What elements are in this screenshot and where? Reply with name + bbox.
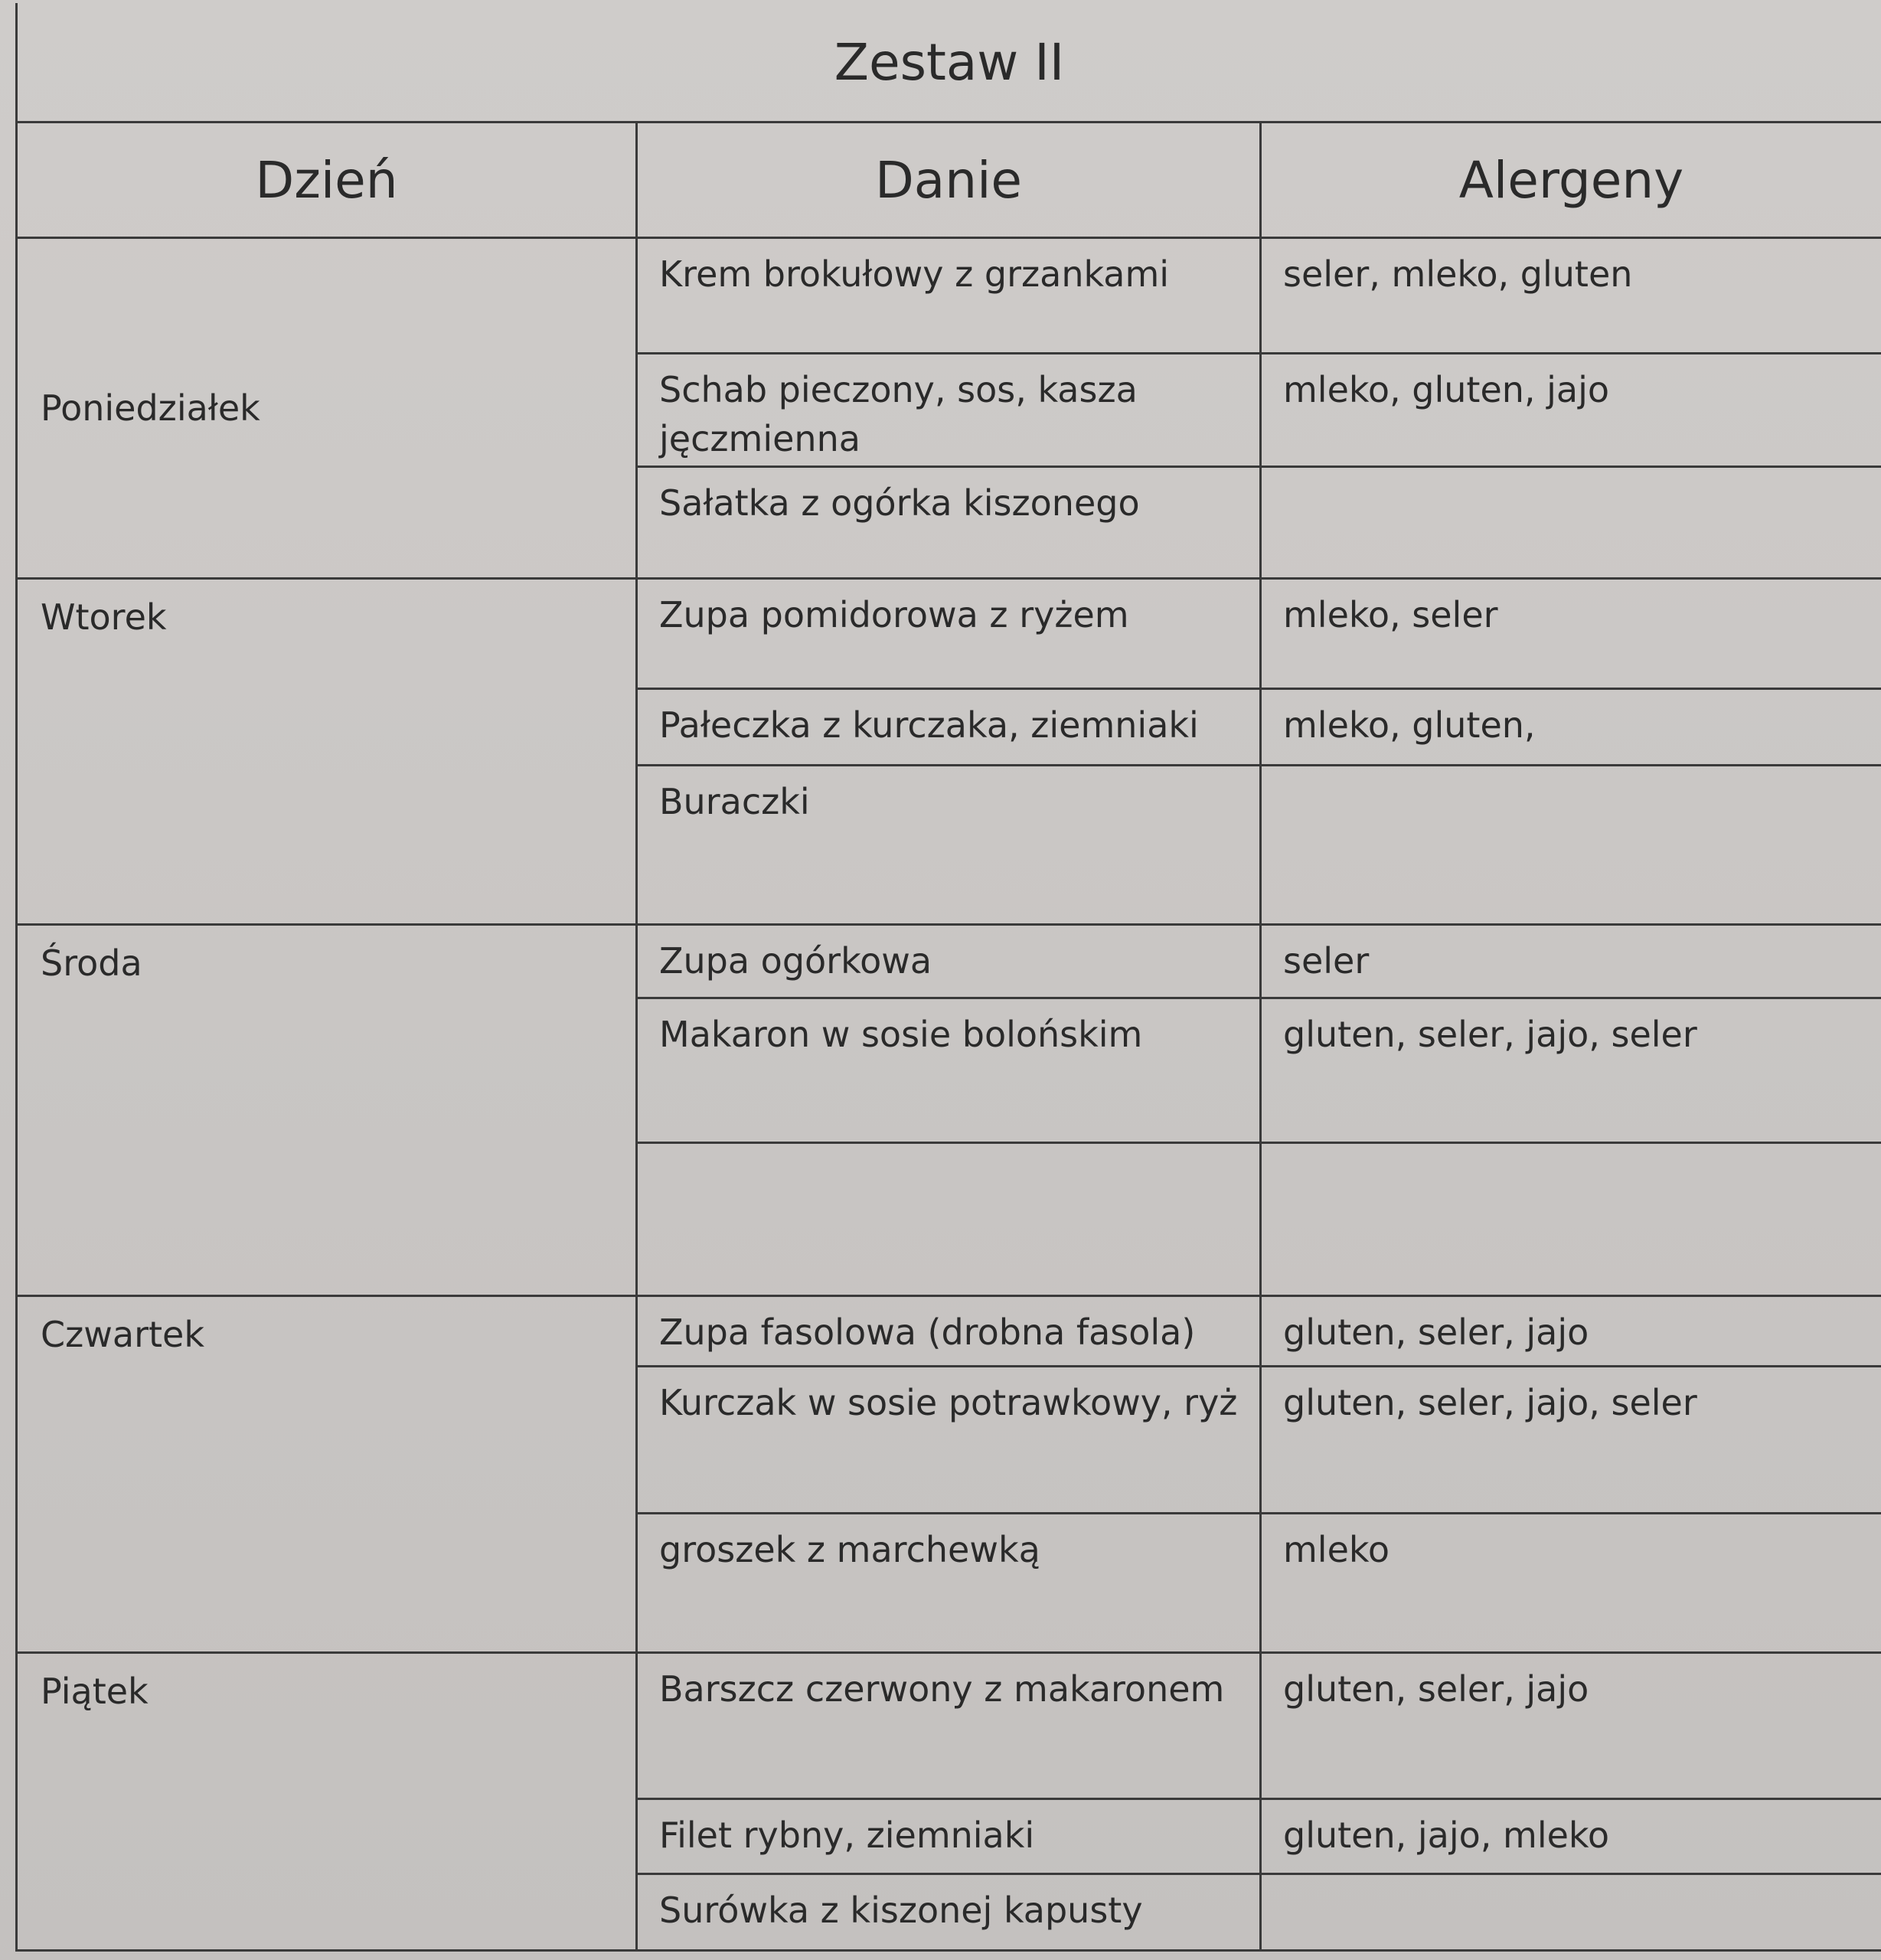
- dish-cell: Filet rybny, ziemniaki: [637, 1798, 1261, 1873]
- allergen-cell: seler, mleko, gluten: [1261, 238, 1881, 353]
- day-cell: Czwartek: [17, 1295, 637, 1653]
- dish-cell: Zupa fasolowa (drobna fasola): [637, 1295, 1261, 1366]
- menu-table: [15, 3, 1881, 1952]
- dish-cell: Pałeczka z kurczaka, ziemniaki: [637, 689, 1261, 766]
- day-cell: Poniedziałek: [17, 238, 637, 579]
- allergen-cell: gluten, jajo, mleko: [1261, 1798, 1881, 1873]
- column-header-day: Dzień: [17, 122, 637, 238]
- dish-cell: Barszcz czerwony z makaronem: [637, 1653, 1261, 1798]
- allergen-cell: mleko, seler: [1261, 578, 1881, 688]
- allergen-cell: seler: [1261, 925, 1881, 998]
- table-row: [17, 238, 1881, 353]
- dish-cell: Surówka z kiszonej kapusty: [637, 1873, 1261, 1950]
- allergen-cell: [1261, 466, 1881, 578]
- table-row: [17, 578, 1881, 688]
- dish-cell: Zupa pomidorowa z ryżem: [637, 578, 1261, 688]
- allergen-cell: mleko, gluten, jajo: [1261, 353, 1881, 466]
- allergen-cell: gluten, seler, jajo: [1261, 1653, 1881, 1798]
- dish-cell: Buraczki: [637, 766, 1261, 925]
- dish-cell: Sałatka z ogórka kiszonego: [637, 466, 1261, 578]
- allergen-cell: [1261, 1142, 1881, 1295]
- dish-cell: [637, 1142, 1261, 1295]
- allergen-cell: mleko: [1261, 1514, 1881, 1653]
- table-row: [17, 1653, 1881, 1798]
- day-cell: Środa: [17, 925, 637, 1296]
- allergen-cell: mleko, gluten,: [1261, 689, 1881, 766]
- allergen-cell: gluten, seler, jajo, seler: [1261, 1367, 1881, 1514]
- dish-cell: Krem brokułowy z grzankami: [637, 238, 1261, 353]
- dish-cell: Schab pieczony, sos, kasza jęczmienna: [637, 353, 1261, 466]
- column-header-allergens: Alergeny: [1261, 122, 1881, 238]
- dish-cell: Kurczak w sosie potrawkowy, ryż: [637, 1367, 1261, 1514]
- day-cell: Wtorek: [17, 578, 637, 925]
- title-row: [17, 3, 1881, 122]
- allergen-cell: [1261, 766, 1881, 925]
- dish-cell: Zupa ogórkowa: [637, 925, 1261, 998]
- allergen-cell: [1261, 1873, 1881, 1950]
- header-row: [17, 122, 1881, 238]
- menu-title: Zestaw II: [17, 3, 1881, 122]
- table-row: [17, 1295, 1881, 1366]
- allergen-cell: gluten, seler, jajo: [1261, 1295, 1881, 1366]
- dish-cell: Makaron w sosie bolońskim: [637, 998, 1261, 1142]
- table-row: [17, 925, 1881, 998]
- column-header-dish: Danie: [637, 122, 1261, 238]
- dish-cell: groszek z marchewką: [637, 1514, 1261, 1653]
- allergen-cell: gluten, seler, jajo, seler: [1261, 998, 1881, 1142]
- day-cell: Piątek: [17, 1653, 637, 1951]
